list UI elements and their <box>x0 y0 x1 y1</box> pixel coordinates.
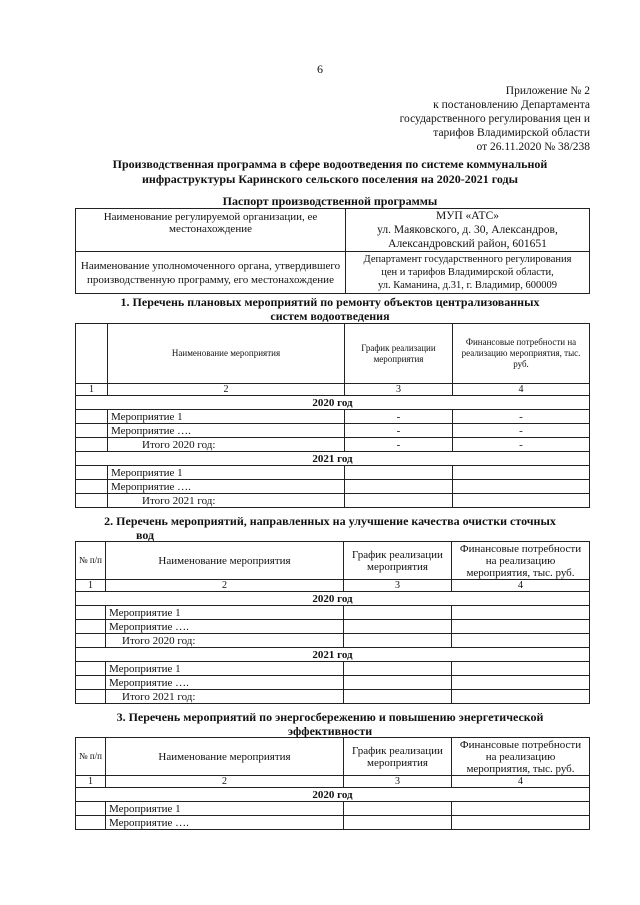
section1-index-row <box>76 384 590 396</box>
num-cell <box>76 662 106 676</box>
org-value-line: Александровский район, 601651 <box>388 238 547 250</box>
page-number: 6 <box>317 62 323 76</box>
index-cell: 3 <box>345 384 453 396</box>
section2-table <box>75 541 590 704</box>
schedule-cell <box>344 802 452 816</box>
finance-cell <box>452 690 590 704</box>
appendix-line: государственного регулирования цен и <box>399 113 590 125</box>
finance-cell <box>452 620 590 634</box>
title-line: инфраструктуры Каринского сельского поселения на 2020-2021 годы <box>141 172 518 186</box>
total-row <box>76 494 590 508</box>
num-cell <box>76 620 106 634</box>
finance-cell <box>452 662 590 676</box>
col-finance: Финансовые потребности на реализацию мероприятия, тыс. руб. <box>452 542 590 580</box>
index-cell: 1 <box>76 776 106 788</box>
authority-value <box>346 252 590 294</box>
index-cell: 4 <box>453 384 590 396</box>
index-cell: 1 <box>76 580 106 592</box>
index-cell: 2 <box>106 776 344 788</box>
appendix-line: тарифов Владимирской области <box>433 127 590 139</box>
finance-cell <box>452 676 590 690</box>
table-row <box>76 480 590 494</box>
total-row <box>76 690 590 704</box>
year-label: 2020 год <box>76 788 590 802</box>
section1-heading-line: систем водоотведения <box>270 309 390 323</box>
finance-cell <box>452 634 590 648</box>
total-row <box>76 634 590 648</box>
section3-table <box>75 737 590 830</box>
finance-cell <box>452 606 590 620</box>
table-row <box>76 620 590 634</box>
total-label: Итого 2021 год: <box>108 494 345 508</box>
section3-year-2020-row <box>76 788 590 802</box>
schedule-cell <box>345 480 453 494</box>
passport-row-authority <box>76 252 590 294</box>
section2-heading <box>60 514 600 542</box>
col-finance: Финансовые потребности на реализацию мероприятия, тыс. руб. <box>452 738 590 776</box>
num-cell <box>76 606 106 620</box>
table-row <box>76 606 590 620</box>
event-name: Мероприятие …. <box>106 676 344 690</box>
org-value-line: МУП «АТС» <box>435 210 500 222</box>
section1-header-row <box>76 324 590 384</box>
section2-header-row <box>76 542 590 580</box>
table-row <box>76 676 590 690</box>
table-row <box>76 424 590 438</box>
col-num <box>76 324 108 384</box>
finance-cell: - <box>453 410 590 424</box>
authority-label: Наименование уполномоченного органа, утвердившего производственную программу, его местонахождение <box>76 252 346 294</box>
schedule-cell <box>344 634 452 648</box>
section2-year-2020-row <box>76 592 590 606</box>
appendix-line: от 26.11.2020 № 38/238 <box>476 141 590 153</box>
appendix-line: Приложение № 2 <box>505 85 590 97</box>
authority-value-line: Департамент государственного регулирования <box>363 254 572 265</box>
authority-value-line: цен и тарифов Владимирской области, <box>381 267 554 278</box>
col-name: Наименование мероприятия <box>108 324 345 384</box>
event-name: Мероприятие 1 <box>106 606 344 620</box>
schedule-cell: - <box>345 438 453 452</box>
total-row <box>76 438 590 452</box>
col-schedule: График реализации мероприятия <box>344 542 452 580</box>
appendix-line: к постановлению Департамента <box>433 99 590 111</box>
schedule-cell: - <box>345 424 453 438</box>
section2-heading-line: вод <box>136 528 155 542</box>
num-cell <box>76 802 106 816</box>
col-schedule: График реализации мероприятия <box>344 738 452 776</box>
schedule-cell <box>344 816 452 830</box>
section2-index-row <box>76 580 590 592</box>
section1-heading-line: 1. Перечень плановых мероприятий по ремонту объектов централизованных <box>120 295 540 309</box>
num-cell <box>76 494 108 508</box>
section1-year-2021-row <box>76 452 590 466</box>
passport-heading: Паспорт производственной программы <box>222 194 438 208</box>
section2-year-2021-row <box>76 648 590 662</box>
table-row <box>76 466 590 480</box>
event-name: Мероприятие 1 <box>106 662 344 676</box>
year-label: 2021 год <box>76 452 590 466</box>
org-value <box>346 209 590 252</box>
schedule-cell <box>344 606 452 620</box>
schedule-cell <box>344 620 452 634</box>
document-title <box>60 157 600 187</box>
schedule-cell <box>345 494 453 508</box>
org-value-line: ул. Маяковского, д. 30, Александров, <box>377 224 558 236</box>
section3-heading-line: эффективности <box>287 724 373 738</box>
finance-cell <box>452 802 590 816</box>
section3-header-row <box>76 738 590 776</box>
section1-year-2020-row <box>76 396 590 410</box>
num-cell <box>76 424 108 438</box>
finance-cell <box>452 816 590 830</box>
index-cell: 2 <box>106 580 344 592</box>
year-label: 2020 год <box>76 592 590 606</box>
total-label: Итого 2020 год: <box>106 634 344 648</box>
schedule-cell <box>344 690 452 704</box>
num-cell <box>76 634 106 648</box>
index-cell: 2 <box>108 384 345 396</box>
section3-heading <box>60 710 600 738</box>
year-label: 2021 год <box>76 648 590 662</box>
index-cell: 3 <box>344 580 452 592</box>
total-label: Итого 2021 год: <box>106 690 344 704</box>
index-cell: 4 <box>452 776 590 788</box>
col-finance: Финансовые потребности на реализацию мероприятия, тыс. руб. <box>453 324 590 384</box>
event-name: Мероприятие …. <box>106 816 344 830</box>
num-cell <box>76 816 106 830</box>
schedule-cell <box>344 676 452 690</box>
schedule-cell: - <box>345 410 453 424</box>
table-row <box>76 802 590 816</box>
col-name: Наименование мероприятия <box>106 542 344 580</box>
event-name: Мероприятие …. <box>106 620 344 634</box>
event-name: Мероприятие …. <box>108 424 345 438</box>
section1-heading <box>60 295 600 323</box>
authority-value-line: ул. Каманина, д.31, г. Владимир, 600009 <box>377 280 558 291</box>
event-name: Мероприятие 1 <box>108 466 345 480</box>
finance-cell: - <box>453 438 590 452</box>
total-label: Итого 2020 год: <box>108 438 345 452</box>
section3-index-row <box>76 776 590 788</box>
num-cell <box>76 410 108 424</box>
num-cell <box>76 676 106 690</box>
section3-heading-line: 3. Перечень мероприятий по энергосбережению и повышению энергетической <box>116 710 544 724</box>
finance-cell <box>453 480 590 494</box>
num-cell <box>76 480 108 494</box>
finance-cell <box>453 494 590 508</box>
schedule-cell <box>345 466 453 480</box>
org-label: Наименование регулируемой организации, ее местонахождение <box>76 209 346 252</box>
col-name: Наименование мероприятия <box>106 738 344 776</box>
col-num: № п/п <box>76 542 106 580</box>
col-num: № п/п <box>76 738 106 776</box>
event-name: Мероприятие 1 <box>108 410 345 424</box>
index-cell: 3 <box>344 776 452 788</box>
num-cell <box>76 466 108 480</box>
col-schedule: График реализации мероприятия <box>345 324 453 384</box>
appendix-block <box>400 84 590 154</box>
index-cell: 4 <box>452 580 590 592</box>
passport-table <box>75 208 590 294</box>
finance-cell: - <box>453 424 590 438</box>
table-row <box>76 662 590 676</box>
num-cell <box>76 438 108 452</box>
event-name: Мероприятие …. <box>108 480 345 494</box>
finance-cell <box>453 466 590 480</box>
index-cell: 1 <box>76 384 108 396</box>
num-cell <box>76 690 106 704</box>
title-line: Производственная программа в сфере водоотведения по системе коммунальной <box>112 157 548 171</box>
table-row <box>76 410 590 424</box>
section2-heading-line: 2. Перечень мероприятий, направленных на улучшение качества очистки сточных <box>104 514 556 528</box>
event-name: Мероприятие 1 <box>106 802 344 816</box>
passport-row-org <box>76 209 590 252</box>
table-row <box>76 816 590 830</box>
section1-table <box>75 323 590 508</box>
year-label: 2020 год <box>76 396 590 410</box>
schedule-cell <box>344 662 452 676</box>
